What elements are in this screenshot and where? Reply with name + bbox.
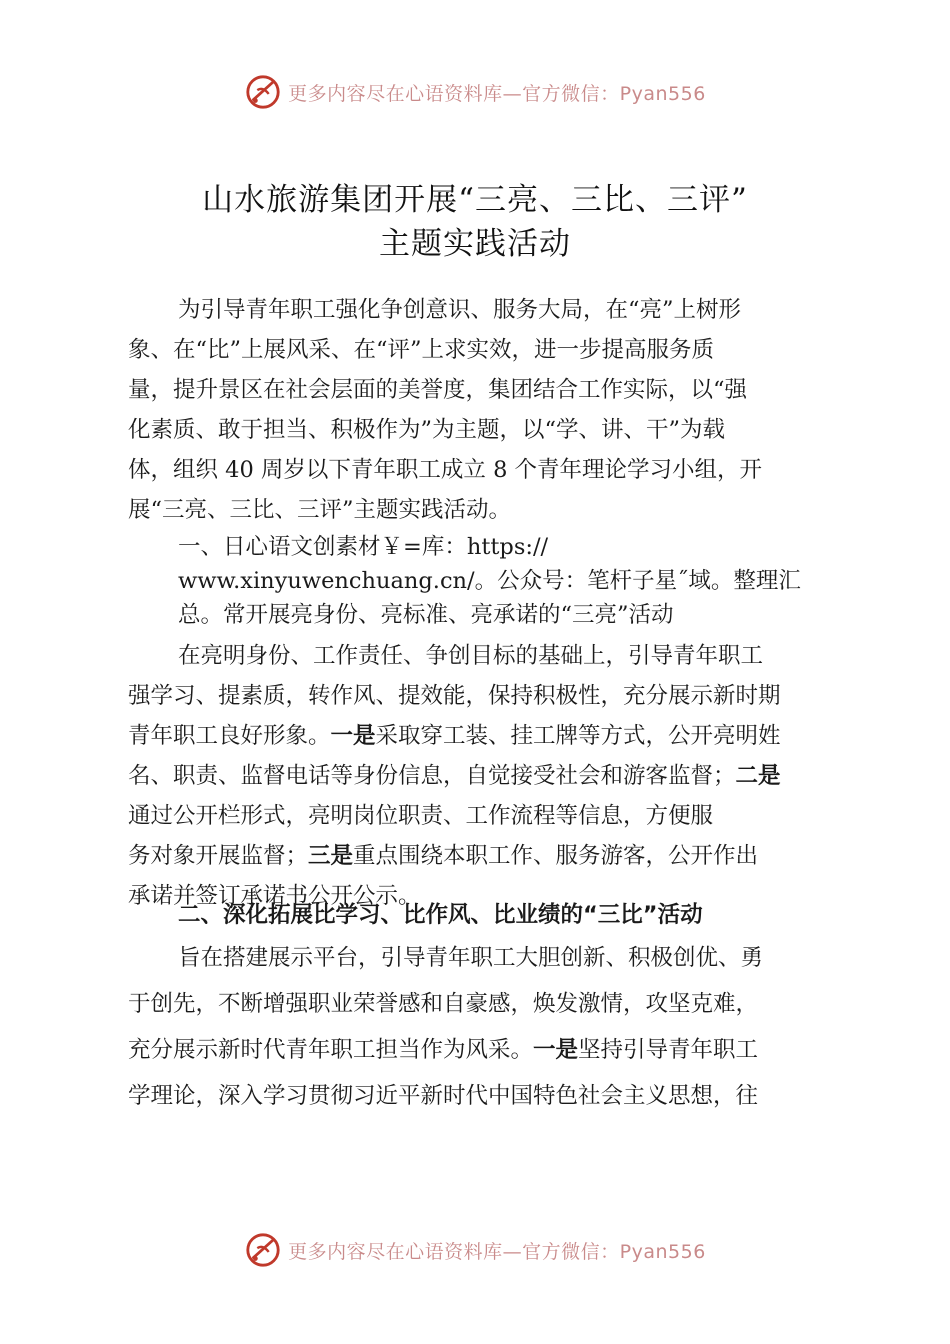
section1-heading — [128, 530, 838, 632]
banner-text: 更多内容尽在心语资料库—官方微信：Pyan556 — [288, 1240, 706, 1263]
text-line: 为引导青年职工强化争创意识、服务大局，在“亮”上树形 — [178, 297, 742, 323]
text-line: 量，提升景区在社会层面的美誉度，集团结合工作实际，以“强 — [128, 377, 748, 403]
text-line: 展“三亮、三比、三评”主题实践活动。 — [128, 497, 512, 523]
text-line: 青年职工良好形象。一是采取穿工装、挂工牌等方式，公开亮明姓 — [128, 723, 781, 749]
banner-text: 更多内容尽在心语资料库—官方微信：Pyan556 — [288, 82, 706, 105]
intro-paragraph — [128, 290, 838, 530]
section1-body — [128, 636, 838, 916]
text-line: 于创先，不断增强职业荣誉感和自豪感，焕发激情，攻坚克难， — [128, 991, 759, 1017]
brush-logo-icon — [244, 73, 282, 111]
brush-logo-icon — [244, 1231, 282, 1269]
text-line: 名、职责、监督电话等身份信息，自觉接受社会和游客监督；二是 — [128, 763, 781, 789]
text-line: 在亮明身份、工作责任、争创目标的基础上，引导青年职工 — [178, 643, 764, 669]
wechat-id: Pyan556 — [619, 1240, 706, 1263]
wechat-id: Pyan556 — [619, 82, 706, 105]
text-line: 象、在“比”上展风采、在“评”上求实效，进一步提高服务质 — [128, 337, 715, 363]
section2-heading: 二、深化拓展比学习、比作风、比业绩的“三比”活动 — [178, 902, 703, 928]
text-line: www.xinyuwenchuang.cn/。公众号：笔杆子星˝域。整理汇 — [178, 568, 801, 594]
text-line: 强学习、提素质，转作风、提效能，保持积极性，充分展示新时期 — [128, 683, 781, 709]
text-line: 务对象开展监督；三是重点围绕本职工作、服务游客，公开作出 — [128, 843, 759, 869]
text-line: 旨在搭建展示平台，引导青年职工大胆创新、积极创优、勇 — [178, 945, 764, 971]
text-line: 化素质、敢于担当、积极作为”为主题，以“学、讲、干”为载 — [128, 417, 726, 443]
text-line: 总。常开展亮身份、亮标准、亮承诺的“三亮”活动 — [178, 602, 674, 628]
footer-banner — [0, 1228, 950, 1272]
text-line: 学理论，深入学习贯彻习近平新时代中国特色社会主义思想，往 — [128, 1083, 759, 1109]
text-line: 充分展示新时代青年职工担当作为风采。一是坚持引导青年职工 — [128, 1037, 759, 1063]
text-line: 一、日心语文创素材￥=库：https:// — [178, 534, 549, 560]
page-title-line1: 山水旅游集团开展“三亮、三比、三评” — [202, 182, 748, 218]
section2-body — [128, 935, 838, 1119]
text-line: 体，组织 40 周岁以下青年职工成立 8 个青年理论学习小组，开 — [128, 457, 763, 483]
header-banner — [0, 70, 950, 114]
text-line: 通过公开栏形式，亮明岗位职责、工作流程等信息，方便服 — [128, 803, 714, 829]
text-line: 承诺并签订承诺书公开公示。 — [128, 883, 421, 909]
page-title-line2: 主题实践活动 — [379, 226, 571, 262]
